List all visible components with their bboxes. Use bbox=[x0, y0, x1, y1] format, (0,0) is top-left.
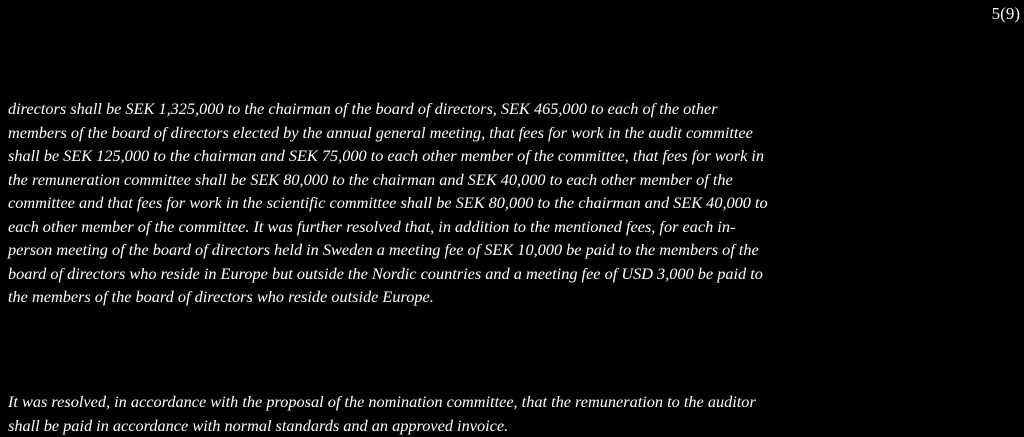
text-line: It was resolved, in accordance with the proposal of the nomination committee, that the remuneration to the auditor bbox=[8, 392, 756, 411]
text-line: members of the board of directors elected by the annual general meeting, that fees for work in the audit committee bbox=[8, 122, 753, 142]
text-line: person meeting of the board of directors held in Sweden a meeting fee of SEK 10,000 be paid to the members of the bbox=[8, 240, 759, 259]
auditor-remuneration-paragraph bbox=[8, 390, 1008, 437]
text-line: each other member of the committee. It was further resolved that, in addition to the mentioned fees, for each in- bbox=[8, 216, 736, 236]
board-fees-paragraph bbox=[8, 97, 1008, 309]
text-line: shall be SEK 125,000 to the chairman and SEK 75,000 to each other member of the committee, that fees for work in bbox=[8, 146, 765, 165]
text-line: board of directors who reside in Europe but outside the Nordic countries and a meeting fee of USD 3,000 be paid to bbox=[8, 263, 763, 283]
text-line: the remuneration committee shall be SEK 80,000 to the chairman and SEK 40,000 to each other member of the bbox=[8, 169, 733, 189]
text-line: committee and that fees for work in the scientific committee shall be SEK 80,000 to the chairman and SEK 40,000 to bbox=[8, 193, 768, 212]
text-line: the members of the board of directors who reside outside Europe. bbox=[8, 287, 434, 306]
text-line: directors shall be SEK 1,325,000 to the chairman of the board of directors, SEK 465,000 to each of the other bbox=[8, 99, 718, 118]
text-line: shall be paid in accordance with normal standards and an approved invoice. bbox=[8, 415, 509, 435]
page-number: 5(9) bbox=[991, 4, 1020, 23]
